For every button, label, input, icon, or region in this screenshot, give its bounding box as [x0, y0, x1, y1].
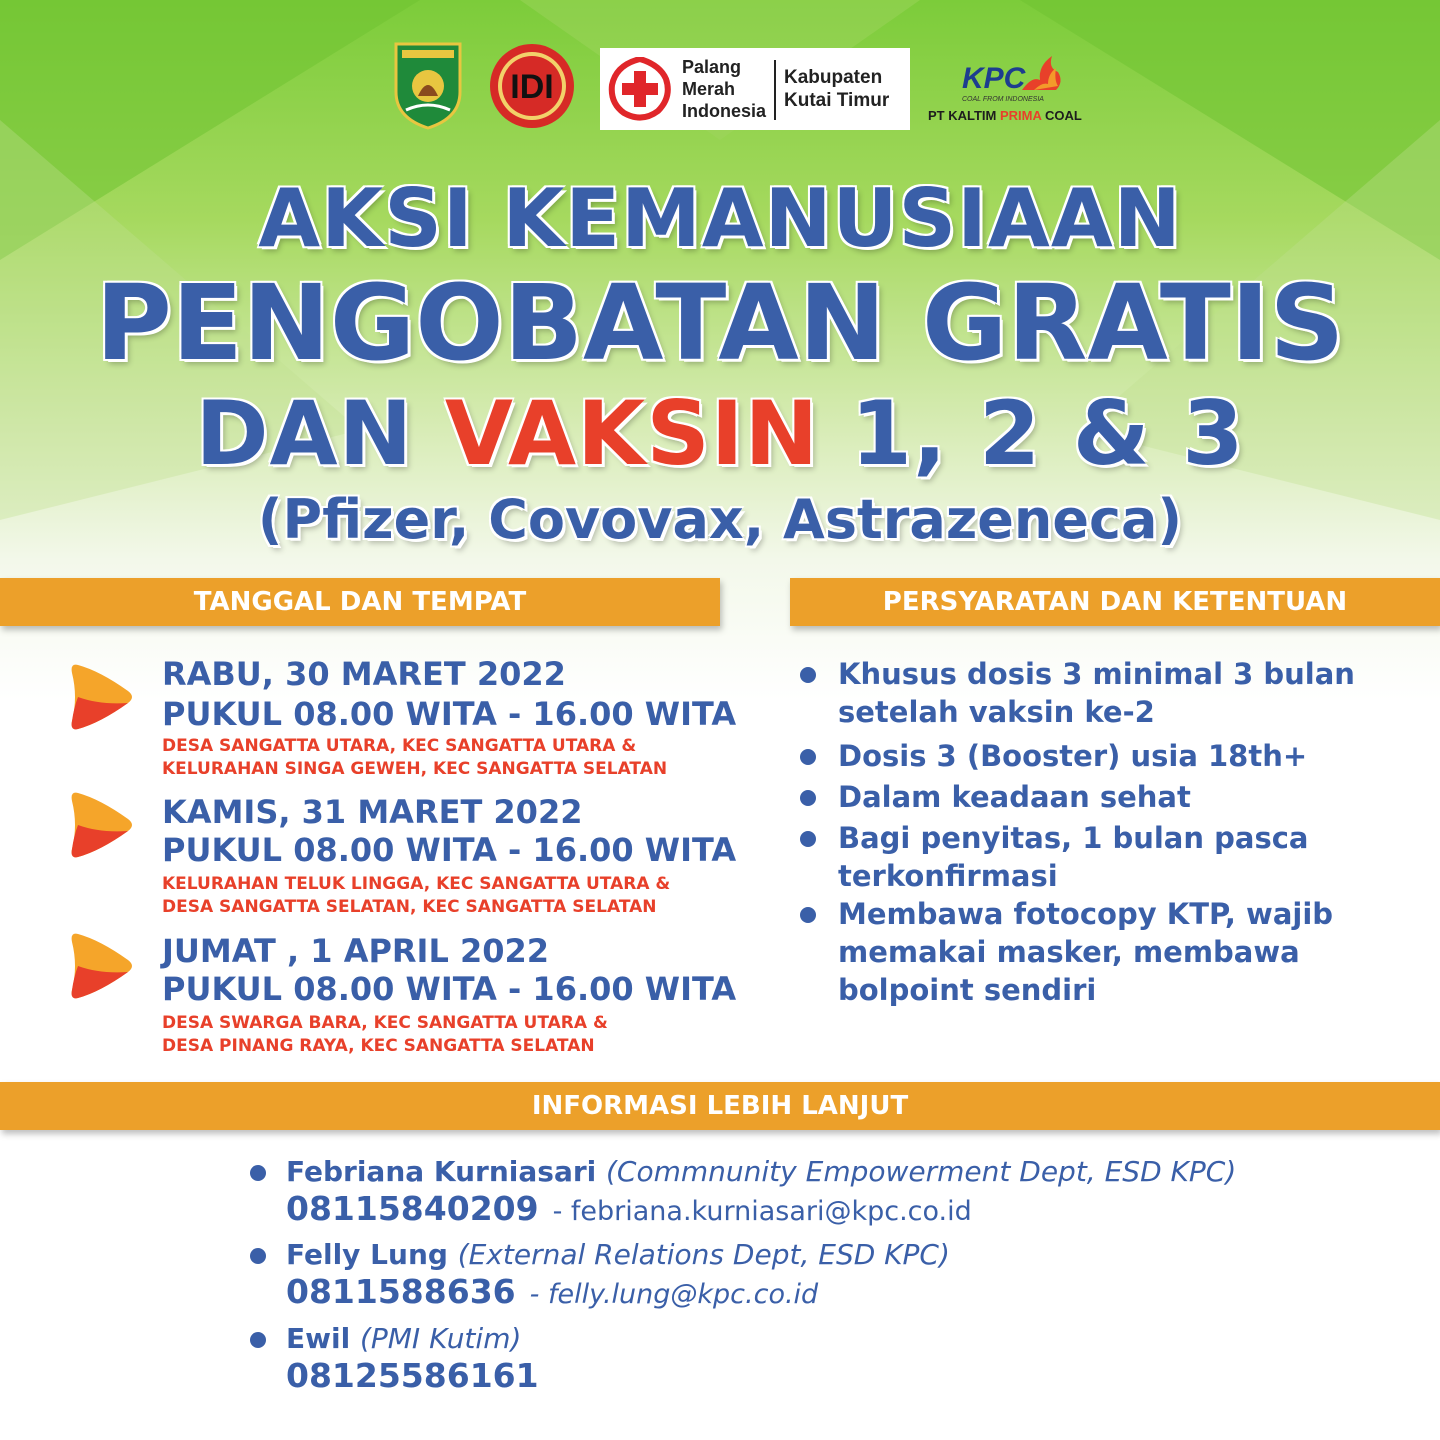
contact-item	[250, 1322, 1350, 1402]
bullet-icon	[250, 1248, 266, 1264]
pmi-divider	[774, 60, 776, 120]
play-arrow-icon	[70, 661, 136, 733]
pmi-name-line2: Merah	[682, 79, 736, 99]
schedule-item	[0, 793, 740, 918]
title-line-3: DAN VAKSIN 1, 2 & 3	[195, 382, 1245, 485]
play-arrow-icon	[70, 930, 136, 1002]
requirements-list	[800, 655, 1400, 1015]
pmi-logo	[600, 48, 910, 130]
title-line-1: AKSI KEMANUSIAAN	[258, 172, 1182, 265]
title-line-2: PENGOBATAN GRATIS	[95, 262, 1345, 384]
contact-item	[250, 1238, 1350, 1318]
schedule-time: PUKUL 08.00 WITA - 16.00 WITA	[162, 695, 737, 733]
schedule-day: JUMAT , 1 APRIL 2022	[162, 932, 550, 970]
logo-bar	[0, 40, 1440, 150]
schedule-location: DESA SWARGA BARA, KEC SANGATTA UTARA & DESA PINANG RAYA, KEC SANGATTA SELATAN	[162, 1013, 608, 1056]
kpc-brand: KPC	[962, 62, 1026, 95]
schedule-item	[0, 655, 740, 780]
requirement-item: Dalam keadaan sehat	[800, 778, 1400, 818]
contact-phone: 0811588636 - felly.lung@kpc.co.id	[286, 1272, 819, 1311]
contact-name: Febriana Kurniasari (Commnunity Empowerment Dept, ESD KPC)	[286, 1155, 1237, 1188]
schedule-location: KELURAHAN TELUK LINGGA, KEC SANGATTA UTARA & DESA SANGATTA SELATAN, KEC SANGATTA SELATAN	[162, 874, 671, 917]
info-header: INFORMASI LEBIH LANJUT	[0, 1082, 1440, 1130]
contact-phone: 08125586161	[286, 1356, 539, 1395]
requirement-item: Membawa fotocopy KTP, wajib memakai masker, membawa bolpoint sendiri	[800, 895, 1400, 1015]
contact-email: - felly.lung@kpc.co.id	[529, 1279, 819, 1310]
bullet-icon	[250, 1332, 266, 1348]
play-arrow-icon	[70, 789, 136, 861]
requirement-item: Khusus dosis 3 minimal 3 bulan setelah vaksin ke-2	[800, 655, 1400, 735]
bullet-icon	[250, 1165, 266, 1181]
contact-name: Ewil (PMI Kutim)	[286, 1322, 522, 1355]
contact-email: - febriana.kurniasari@kpc.co.id	[552, 1196, 972, 1227]
bullet-icon	[800, 907, 816, 923]
idi-logo-icon	[488, 42, 576, 130]
kpc-tagline: COAL FROM INDONESIA	[962, 96, 1044, 103]
pmi-region-line1: Kabupaten	[784, 67, 883, 88]
svg-text:IDI: IDI	[510, 68, 554, 106]
bullet-icon	[800, 667, 816, 683]
schedule-time: PUKUL 08.00 WITA - 16.00 WITA	[162, 831, 737, 869]
schedule-header: TANGGAL DAN TEMPAT	[0, 578, 720, 626]
requirements-header: PERSYARATAN DAN KETENTUAN	[790, 578, 1440, 626]
kutai-timur-emblem-icon	[392, 40, 464, 130]
schedule-location: DESA SANGATTA UTARA, KEC SANGATTA UTARA & KELURAHAN SINGA GEWEH, KEC SANGATTA SELATAN	[162, 736, 668, 779]
kpc-company-name: PT KALTIM PRIMA COAL	[928, 108, 1082, 123]
bullet-icon	[800, 790, 816, 806]
schedule-time: PUKUL 08.00 WITA - 16.00 WITA	[162, 970, 737, 1008]
pmi-region-line2: Kutai Timur	[784, 90, 890, 111]
pmi-name-line1: Palang	[682, 57, 742, 77]
contact-item	[250, 1155, 1350, 1235]
bullet-icon	[800, 749, 816, 765]
schedule-day: RABU, 30 MARET 2022	[162, 655, 566, 693]
schedule-day: KAMIS, 31 MARET 2022	[162, 793, 583, 831]
red-cross-icon	[608, 57, 672, 121]
requirement-item: Bagi penyitas, 1 bulan pasca terkonfirmasi	[800, 819, 1400, 899]
contact-name: Felly Lung (External Relations Dept, ESD KPC)	[286, 1238, 950, 1271]
title-vaccine-brands: (Pfizer, Covovax, Astrazeneca)	[257, 488, 1183, 551]
schedule-item	[0, 932, 740, 1057]
contact-phone: 08115840209 - febriana.kurniasari@kpc.co.id	[286, 1189, 972, 1228]
kpc-logo	[928, 52, 1098, 132]
requirement-item: Dosis 3 (Booster) usia 18th+	[800, 737, 1400, 777]
pmi-name-line3: Indonesia	[682, 101, 767, 121]
bullet-icon	[800, 831, 816, 847]
